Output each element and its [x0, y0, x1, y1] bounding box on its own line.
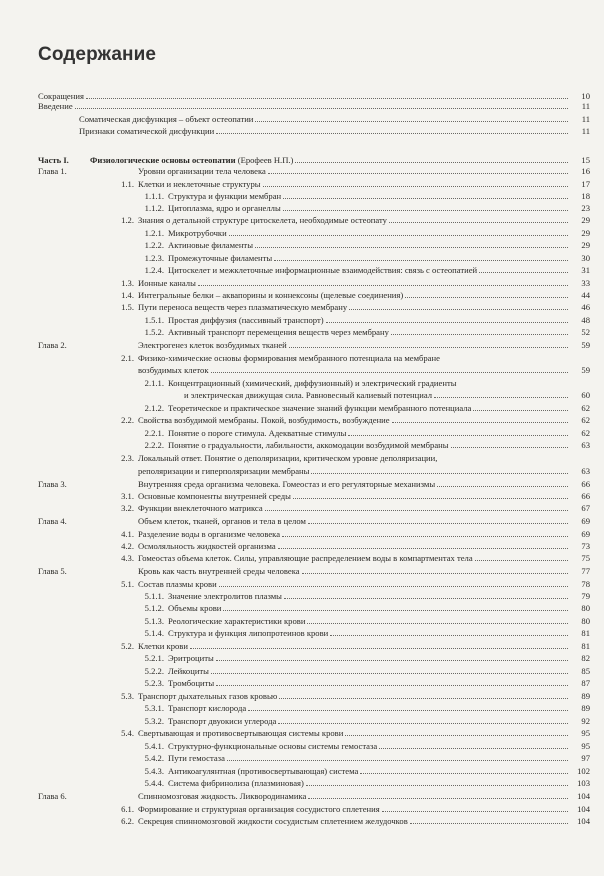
toc-page-number: 80: [581, 616, 590, 626]
toc-entry-title: Секреция спинномозговой жидкости сосудистым сплетением желудочков: [138, 816, 408, 826]
toc-section-number: 1.2.2.: [144, 240, 164, 250]
toc-section-number: 5.2.2.: [144, 666, 164, 676]
toc-section-number: 5.4.2.: [144, 753, 164, 763]
toc-entry[interactable]: [0, 591, 604, 602]
toc-leader-dots: [392, 422, 568, 423]
toc-entry-title: Свойства возбудимой мембраны. Покой, возбудимость, возбуждение: [138, 415, 390, 425]
toc-leader-dots: [389, 222, 568, 223]
toc-page-number: 59: [581, 365, 590, 375]
toc-entry[interactable]: [0, 114, 604, 125]
toc-page-number: 81: [581, 628, 590, 638]
toc-section-number: 2.2.: [121, 415, 134, 425]
toc-page-number: 23: [581, 203, 590, 213]
toc-entry-title: Формирование и структурная организация сосудистого сплетения: [138, 804, 380, 814]
toc-leader-dots: [345, 735, 568, 736]
toc-entry[interactable]: [0, 191, 604, 202]
toc-entry[interactable]: [0, 290, 604, 301]
toc-leader-dots: [307, 623, 568, 624]
toc-section-number: 1.2.3.: [144, 253, 164, 263]
toc-entry[interactable]: [0, 816, 604, 827]
toc-section-number: 6.2.: [121, 816, 134, 826]
toc-entry-title: Введение: [38, 101, 73, 111]
toc-leader-dots: [405, 297, 568, 298]
toc-page-number: 11: [581, 101, 590, 111]
toc-section-number: 2.1.1.: [144, 378, 164, 388]
toc-page-number: 75: [581, 553, 590, 563]
toc-leader-dots: [211, 372, 568, 373]
toc-entry[interactable]: [0, 804, 604, 815]
toc-leader-dots: [475, 560, 568, 561]
toc-leader-dots: [255, 247, 568, 248]
toc-leader-dots: [391, 334, 568, 335]
toc-entry-title: Сокращения: [38, 91, 84, 101]
toc-entry-title: Транспорт двуокиси углерода: [168, 716, 277, 726]
toc-section-number: 5.2.3.: [144, 678, 164, 688]
toc-entry-title: Концентрационный (химический, диффузионный) и электрический градиенты: [168, 378, 457, 388]
toc-leader-dots: [274, 260, 568, 261]
toc-entry[interactable]: [0, 716, 604, 727]
toc-page-number: 95: [581, 741, 590, 751]
toc-page-number: 102: [577, 766, 590, 776]
toc-leader-dots: [216, 685, 568, 686]
toc-leader-dots: [284, 598, 568, 599]
toc-section-number: 3.2.: [121, 503, 134, 513]
toc-entry[interactable]: [0, 678, 604, 689]
toc-page-number: 29: [581, 228, 590, 238]
toc-entry[interactable]: [0, 566, 604, 577]
toc-entry[interactable]: [0, 628, 604, 639]
toc-section-number: 1.2.: [121, 215, 134, 225]
toc-page-number: 69: [581, 529, 590, 539]
toc-leader-dots: [479, 272, 568, 273]
toc-section-number: 5.1.3.: [144, 616, 164, 626]
toc-page-number: 31: [581, 265, 590, 275]
toc-leader-dots: [86, 98, 568, 99]
toc-entry[interactable]: [0, 666, 604, 677]
toc-leader-dots: [302, 573, 568, 574]
toc-entry-title: Значение электролитов плазмы: [168, 591, 282, 601]
toc-section-number: 1.1.: [121, 179, 134, 189]
toc-page-number: 44: [581, 290, 590, 300]
toc-entry-title: Антикоагулянтная (противосвертывающая) система: [168, 766, 359, 776]
toc-leader-dots: [473, 410, 568, 411]
toc-entry-title: Состав плазмы крови: [138, 579, 217, 589]
toc-page-number: 89: [581, 703, 590, 713]
toc-section-number: 5.3.1.: [144, 703, 164, 713]
toc-entry-title: Физиологические основы остеопатии (Ерофеев Н.П.): [90, 155, 294, 165]
toc-entry-title: Свертывающая и противосвертывающая системы крови: [138, 728, 344, 738]
toc-page-number: 46: [581, 302, 590, 312]
toc-entry[interactable]: [0, 302, 604, 313]
toc-leader-dots: [348, 435, 568, 436]
toc-entry[interactable]: [0, 541, 604, 552]
toc-leader-dots: [289, 347, 568, 348]
toc-entry[interactable]: [0, 703, 604, 714]
toc-page-number: 85: [581, 666, 590, 676]
toc-entry-title: Реологические характеристики крови: [168, 616, 306, 626]
toc-section-number: 2.1.2.: [144, 403, 164, 413]
toc-entry-title: Кровь как часть внутренней среды человека: [138, 566, 300, 576]
toc-section-number: 5.1.: [121, 579, 134, 589]
toc-section-number: 5.2.: [121, 641, 134, 651]
toc-leader-dots: [451, 447, 568, 448]
toc-entry-title: Соматическая дисфункция – объект остеопатии: [79, 114, 254, 124]
toc-page-number: 63: [581, 466, 590, 476]
toc-section-number: 1.2.1.: [144, 228, 164, 238]
toc-entry-title: Цитоплазма, ядро и органеллы: [168, 203, 281, 213]
toc-section-number: 1.1.2.: [144, 203, 164, 213]
toc-section-number: 1.5.1.: [144, 315, 164, 325]
toc-entry[interactable]: [0, 228, 604, 239]
toc-page-number: 30: [581, 253, 590, 263]
toc-leader-dots: [326, 322, 568, 323]
toc-page-number: 18: [581, 191, 590, 201]
toc-entry-title: Тромбоциты: [168, 678, 215, 688]
toc-part-label: Глава 5.: [38, 566, 67, 576]
toc-entry[interactable]: [0, 791, 604, 802]
toc-section-number: 5.3.: [121, 691, 134, 701]
toc-page-number: 80: [581, 603, 590, 613]
toc-entry[interactable]: [0, 390, 604, 401]
toc-entry-title: реполяризации и гиперполяризации мембраны: [138, 466, 310, 476]
toc-section-number: 2.2.1.: [144, 428, 164, 438]
toc-entry[interactable]: [0, 603, 604, 614]
toc-leader-dots: [223, 610, 568, 611]
toc-page-number: 87: [581, 678, 590, 688]
toc-entry-title: Электрогенез клеток возбудимых тканей: [138, 340, 287, 350]
toc-entry-title: Спинномозговая жидкость. Ликвородинамика: [138, 791, 307, 801]
toc-page-number: 104: [577, 804, 590, 814]
toc-entry[interactable]: [0, 265, 604, 276]
toc-entry-title: Разделение воды в организме человека: [138, 529, 281, 539]
toc-entry[interactable]: [0, 378, 604, 389]
toc-leader-dots: [255, 121, 568, 122]
toc-page-number: 66: [581, 491, 590, 501]
toc-entry-title: Система фибринолиза (плазминовая): [168, 778, 304, 788]
toc-entry-title: Клетки крови: [138, 641, 188, 651]
toc-entry-title: Теоретическое и практическое значение знаний функции мембранного потенциала: [168, 403, 472, 413]
toc-leader-dots: [190, 648, 568, 649]
toc-entry-title: Пути переноса веществ через плазматическую мембрану: [138, 302, 348, 312]
toc-entry-title: Интегральные белки – аквапорины и коннексоны (щелевые соединения): [138, 290, 404, 300]
toc-entry[interactable]: [0, 327, 604, 338]
toc-entry-title: Уровни организации тела человека: [138, 166, 266, 176]
toc-entry[interactable]: [0, 179, 604, 190]
toc-page-number: 11: [581, 126, 590, 136]
toc-entry[interactable]: [0, 479, 604, 490]
toc-entry-title: Ионные каналы: [138, 278, 196, 288]
toc-part-label: Часть I.: [38, 155, 69, 165]
toc-entry[interactable]: [0, 529, 604, 540]
toc-page-number: 29: [581, 240, 590, 250]
toc-leader-dots: [268, 173, 568, 174]
toc-section-number: 5.1.2.: [144, 603, 164, 613]
toc-leader-dots: [283, 210, 568, 211]
toc-entry-title: Локальный ответ. Понятие о деполяризации, критическом уровне деполяризации,: [138, 453, 438, 463]
toc-page-number: 69: [581, 516, 590, 526]
toc-section-number: 2.1.: [121, 353, 134, 363]
toc-section-number: 5.2.1.: [144, 653, 164, 663]
toc-leader-dots: [311, 473, 568, 474]
toc-leader-dots: [437, 486, 568, 487]
toc-leader-dots: [349, 309, 568, 310]
toc-entry[interactable]: [0, 503, 604, 514]
toc-entry-title: Основные компоненты внутренней среды: [138, 491, 291, 501]
toc-entry[interactable]: [0, 428, 604, 439]
toc-entry[interactable]: [0, 579, 604, 590]
toc-leader-dots: [360, 773, 568, 774]
toc-page-number: 81: [581, 641, 590, 651]
toc-page-number: 16: [581, 166, 590, 176]
toc-page-number: 63: [581, 440, 590, 450]
toc-section-number: 6.1.: [121, 804, 134, 814]
toc-leader-dots: [434, 397, 568, 398]
toc-entry[interactable]: [0, 616, 604, 627]
toc-page-number: 73: [581, 541, 590, 551]
toc-part-label: Глава 4.: [38, 516, 67, 526]
toc-page-number: 29: [581, 215, 590, 225]
toc-page-number: 79: [581, 591, 590, 601]
toc-page-number: 66: [581, 479, 590, 489]
toc-entry[interactable]: [0, 415, 604, 426]
toc-section-number: 5.4.: [121, 728, 134, 738]
toc-entry[interactable]: [0, 203, 604, 214]
toc-entry[interactable]: [0, 741, 604, 752]
toc-entry[interactable]: [0, 126, 604, 137]
toc-page-number: 78: [581, 579, 590, 589]
toc-entry-title: Простая диффузия (пассивный транспорт): [168, 315, 324, 325]
toc-leader-dots: [410, 823, 568, 824]
toc-page-number: 33: [581, 278, 590, 288]
toc-section-number: 5.4.3.: [144, 766, 164, 776]
toc-page-number: 104: [577, 816, 590, 826]
toc-leader-dots: [279, 698, 568, 699]
toc-part-label: Глава 1.: [38, 166, 67, 176]
toc-leader-dots: [216, 133, 568, 134]
toc-entry-title: Знания о детальной структуре цитоскелета, необходимые остеопату: [138, 215, 387, 225]
toc-leader-dots: [330, 635, 568, 636]
toc-page-number: 62: [581, 428, 590, 438]
toc-leader-dots: [75, 108, 568, 109]
toc-leader-dots: [382, 811, 568, 812]
toc-leader-dots: [306, 785, 568, 786]
toc-part-label: Глава 3.: [38, 479, 67, 489]
toc-entry[interactable]: [0, 453, 604, 464]
toc-leader-dots: [265, 510, 568, 511]
toc-page-number: 67: [581, 503, 590, 513]
toc-page-number: 92: [581, 716, 590, 726]
toc-entry[interactable]: [0, 491, 604, 502]
toc-entry[interactable]: [0, 315, 604, 326]
toc-page-number: 95: [581, 728, 590, 738]
toc-entry[interactable]: [0, 516, 604, 527]
toc-section-number: 1.5.2.: [144, 327, 164, 337]
toc-entry-title: Структурно-функциональные основы системы гемостаза: [168, 741, 378, 751]
toc-entry-title: Структура и функция липопротеинов крови: [168, 628, 329, 638]
toc-entry[interactable]: [0, 353, 604, 364]
toc-part-label: Глава 2.: [38, 340, 67, 350]
toc-leader-dots: [198, 285, 568, 286]
toc-page-number: 104: [577, 791, 590, 801]
toc-entry[interactable]: [0, 753, 604, 764]
toc-entry[interactable]: [0, 155, 604, 166]
toc-section-number: 1.2.4.: [144, 265, 164, 275]
toc-leader-dots: [263, 186, 568, 187]
toc-section-number: 1.5.: [121, 302, 134, 312]
toc-leader-dots: [211, 673, 568, 674]
toc-leader-dots: [283, 198, 568, 199]
toc-entry[interactable]: [0, 691, 604, 702]
toc-entry[interactable]: [0, 403, 604, 414]
toc-page-number: 62: [581, 403, 590, 413]
toc-section-number: 5.1.4.: [144, 628, 164, 638]
toc-section-number: 2.3.: [121, 453, 134, 463]
toc-entry-title: Признаки соматической дисфункции: [79, 126, 215, 136]
toc-leader-dots: [248, 710, 568, 711]
toc-entry[interactable]: [0, 365, 604, 376]
toc-entry-title: Эритроциты: [168, 653, 214, 663]
toc-entry[interactable]: [0, 253, 604, 264]
toc-page-number: 97: [581, 753, 590, 763]
toc-page-number: 60: [581, 390, 590, 400]
toc-section-number: 1.1.1.: [144, 191, 164, 201]
toc-page-number: 10: [581, 91, 590, 101]
toc-section-number: 5.4.1.: [144, 741, 164, 751]
toc-entry-title: Лейкоциты: [168, 666, 209, 676]
toc-page-number: 17: [581, 179, 590, 189]
toc-part-label: Глава 6.: [38, 791, 67, 801]
toc-entry-title: Транспорт кислорода: [168, 703, 247, 713]
toc-entry-title: возбудимых клеток: [138, 365, 209, 375]
toc-entry[interactable]: [0, 553, 604, 564]
toc-entry-title: Актиновые филаменты: [168, 240, 253, 250]
toc-page-number: 82: [581, 653, 590, 663]
toc-leader-dots: [308, 798, 568, 799]
toc-leader-dots: [216, 660, 568, 661]
toc-entry-title: Понятие о градуальности, лабильности, аккомодации возбудимой мембраны: [168, 440, 449, 450]
toc-entry[interactable]: [0, 240, 604, 251]
toc-entry-title: Понятие о пороге стимула. Адекватные стимулы: [168, 428, 347, 438]
toc-entry-title: Транспорт дыхательных газов кровью: [138, 691, 278, 701]
toc-entry-title: Объемы крови: [168, 603, 222, 613]
toc-leader-dots: [278, 548, 568, 549]
toc-entry-title: Внутренняя среда организма человека. Гомеостаз и его регуляторные механизмы: [138, 479, 436, 489]
toc-section-number: 4.2.: [121, 541, 134, 551]
toc-entry[interactable]: [0, 641, 604, 652]
toc-entry-title: Цитоскелет и межклеточные информационные взаимодействия: связь с остеопатией: [168, 265, 478, 275]
toc-entry[interactable]: [0, 778, 604, 789]
toc-entry[interactable]: [0, 440, 604, 451]
toc-section-number: 4.3.: [121, 553, 134, 563]
toc-entry[interactable]: [0, 340, 604, 351]
toc-entry-title: Промежуточные филаменты: [168, 253, 273, 263]
toc-leader-dots: [227, 760, 568, 761]
toc-entry-title: Гомеостаз объема клеток. Силы, управляющие распределением воды в компартментах тела: [138, 553, 473, 563]
toc-entry[interactable]: [0, 728, 604, 739]
toc-entry-title: Функции внеклеточного матрикса: [138, 503, 263, 513]
toc-entry[interactable]: [0, 653, 604, 664]
toc-page-number: 52: [581, 327, 590, 337]
toc-section-number: 2.2.2.: [144, 440, 164, 450]
toc-entry-title: и электрическая движущая сила. Равновесный калиевый потенциал: [184, 390, 432, 400]
toc-entry-title: Осмоляльность жидкостей организма: [138, 541, 276, 551]
toc-section-number: 5.1.1.: [144, 591, 164, 601]
toc-leader-dots: [308, 523, 568, 524]
toc-leader-dots: [229, 235, 568, 236]
toc-entry-title: Структура и функции мембран: [168, 191, 282, 201]
toc-entry-title: Клетки и неклеточные структуры: [138, 179, 261, 189]
toc-leader-dots: [293, 498, 568, 499]
toc-page-number: 77: [581, 566, 590, 576]
toc-entry[interactable]: [0, 466, 604, 477]
toc-page-number: 89: [581, 691, 590, 701]
toc-section-number: 5.4.4.: [144, 778, 164, 788]
toc-section-number: 3.1.: [121, 491, 134, 501]
toc-page-number: 11: [581, 114, 590, 124]
toc-leader-dots: [379, 748, 568, 749]
toc-page-number: 103: [577, 778, 590, 788]
toc-entry[interactable]: [0, 166, 604, 177]
toc-section-number: 1.4.: [121, 290, 134, 300]
toc-leader-dots: [219, 586, 568, 587]
page-title: Содержание: [38, 44, 157, 65]
toc-entry[interactable]: [0, 278, 604, 289]
toc-page-number: 59: [581, 340, 590, 350]
toc-section-number: 4.1.: [121, 529, 134, 539]
toc-entry-title: Пути гемостаза: [168, 753, 225, 763]
toc-entry[interactable]: [0, 101, 604, 112]
toc-page-number: 48: [581, 315, 590, 325]
toc-entry-title: Микротрубочки: [168, 228, 227, 238]
toc-entry-title: Активный транспорт перемещения веществ через мембрану: [168, 327, 389, 337]
toc-entry[interactable]: [0, 215, 604, 226]
toc-leader-dots: [282, 536, 568, 537]
toc-entry-title: Физико-химические основы формирования мембранного потенциала на мембране: [138, 353, 440, 363]
toc-leader-dots: [295, 162, 568, 163]
toc-page-number: 15: [581, 155, 590, 165]
toc-page-number: 62: [581, 415, 590, 425]
toc-leader-dots: [278, 723, 568, 724]
toc-section-number: 1.3.: [121, 278, 134, 288]
toc-section-number: 5.3.2.: [144, 716, 164, 726]
toc-entry[interactable]: [0, 766, 604, 777]
toc-entry-title: Объем клеток, тканей, органов и тела в целом: [138, 516, 306, 526]
